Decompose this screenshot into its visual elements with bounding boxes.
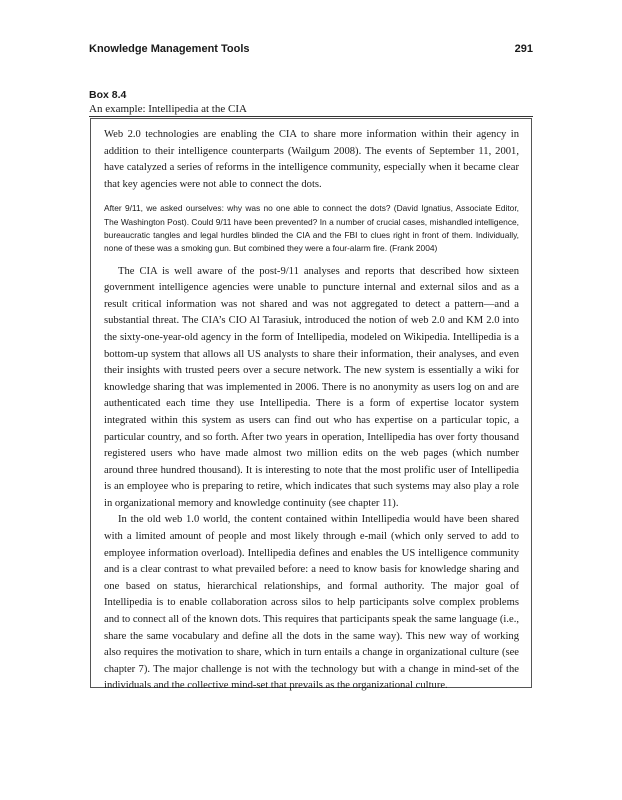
box-label: Box 8.4 xyxy=(89,89,127,101)
box-subtitle: An example: Intellipedia at the CIA xyxy=(89,103,247,115)
box-content xyxy=(104,127,519,695)
body-paragraph-2: In the old web 1.0 world, the content contained within Intellipedia would have been shared with a limited amount of people and most likely through e-mail (which only served to add to employee information overload). Intellipedia defines and enables the US intelligence community and is a clear contrast to what prevailed before: a need to know basis for knowledge sharing and one based on status, hierarchical relationships, and formal authority. The major goal of Intellipedia is to enable collaboration across silos to help participants solve complex problems and to connect all of the known dots. This requires that participants speak the same language (i.e., share the same vocabulary and define all the dots in the same way). This new way of working also requires the motivation to share, which in turn entails a change in organizational culture (see chapter 7). The major challenge is not with the technology but with a change in mind-set of the individuals and the collective mind-set that prevails as the organizational culture. xyxy=(104,514,519,692)
page-number: 291 xyxy=(514,43,533,55)
body-paragraph-1: The CIA is well aware of the post-9/11 analyses and reports that described how sixteen government intelligence agencies were unable to puncture internal and external silos and as a result critical information was not shared and was not aggregated to detect a pattern—and a substantial threat. The CIA’s CIO Al Tarasiuk, introduced the notion of web 2.0 and KM 2.0 into the sixty-one-year-old agency in the form of Intellipedia, modeled on Wikipedia. Intellipedia is a bottom-up system that allows all US analysts to share their information, their analyses, and even their insights with trusted peers over a secure network. The new system is essentially a wiki for knowledge sharing that was implemented in 2006. There is no anonymity as users log on and are authenticated each time they use Intellipedia. There is a form of expertise locator system integrated within this system as users can find out who has expertise on a particular topic, a particular country, and so forth. After two years in operation, Intellipedia has over forty thousand registered users who have made almost two million edits on the web pages (which number around three hundred thousand). It is interesting to note that the most prolific user of Intellipedia is an employee who is preparing to retire, which indicates that such systems may also play a role in organizational memory and knowledge continuity (see chapter 11). xyxy=(104,265,519,509)
box-caption xyxy=(89,88,247,116)
caption-divider xyxy=(89,116,533,117)
intro-paragraph: Web 2.0 technologies are enabling the CIA to share more information within their agency in addition to their intelligence counterparts (Wailgum 2008). The events of September 11, 2001, have catalyzed a series of reforms in the intelligence community, especially when it became clear that key agencies were not able to connect the dots. xyxy=(104,129,519,190)
running-head-title: Knowledge Management Tools xyxy=(89,43,250,55)
block-quote: After 9/11, we asked ourselves: why was no one able to connect the dots? (David Ignatius, Associate Editor, The Washington Post). Could 9/11 have been prevented? In a number of crucial cases, mishandled intelligence, bureaucratic tangles and legal hurdles blinded the CIA and the FBI to clues right in front of them. Individually, none of these was a smoking gun. But combined they were a four-alarm fire. (Frank 2004) xyxy=(104,203,519,254)
running-head xyxy=(89,43,533,59)
